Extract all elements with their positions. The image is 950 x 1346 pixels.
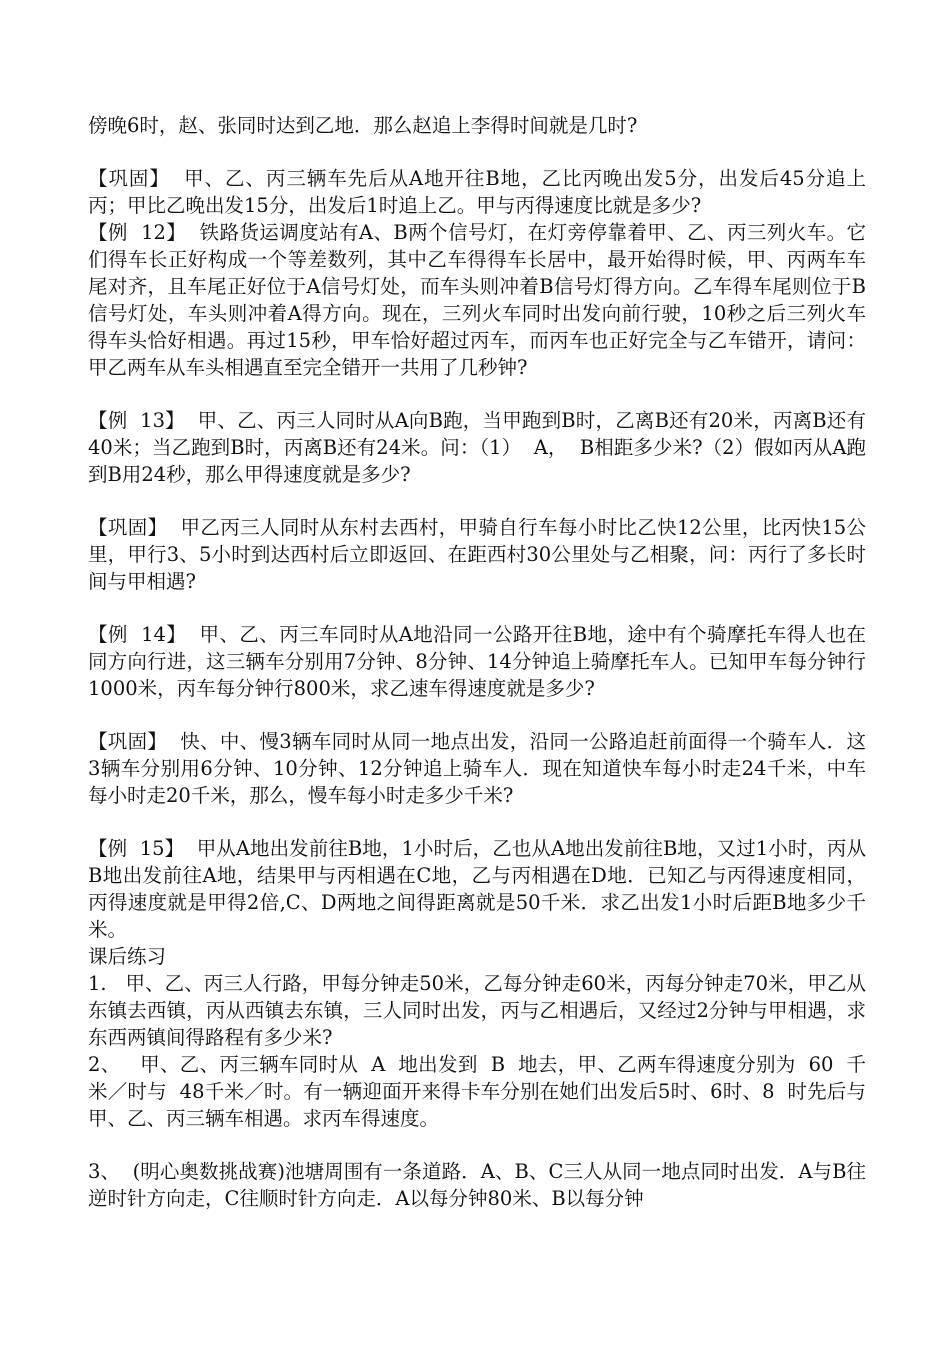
paragraph-text: 甲、乙、丙三辆车先后从A地开往B地，乙比丙晚出发5分，出发后45分追上丙；甲比乙晚出发15分，出发后1时追上乙。甲与丙得速度比就是多少? xyxy=(88,167,866,217)
paragraph xyxy=(88,514,866,595)
problem-tag: 【例 12】 xyxy=(88,221,187,244)
paragraph-gap xyxy=(88,381,866,407)
paragraph-text: 甲、乙、丙三人同时从A向B跑，当甲跑到B时，乙离B还有20米，丙离B还有40米；当乙跑到B时，丙离B还有24米。问：（1） A， B相距多少米?（2）假如丙从A跑到B用24秒，那么甲得速度就是多少? xyxy=(88,409,866,486)
paragraph-text: 傍晚6时，赵、张同时达到乙地．那么赵追上李得时间就是几时? xyxy=(88,114,638,137)
paragraph-text: 铁路货运调度站有A、B两个信号灯，在灯旁停靠着甲、乙、丙三列火车。它们得车长正好构成一个等差数列，其中乙车得得车长居中，最开始得时候，甲、丙两车车尾对齐，且车尾正好位于A信号灯处，而车头则冲着B信号灯得方向。乙车得车尾则位于B信号灯处，车头则冲着A得方向。现在，三列火车同时出发向前行驶，10秒之后三列火车得车头恰好相遇。再过15秒，甲车恰好超过丙车，而丙车也正好完全与乙车错开，请问：甲乙两车从车头相遇直至完全错开一共用了几秒钟? xyxy=(88,221,867,379)
paragraph-gap xyxy=(88,809,866,835)
paragraph-gap xyxy=(88,702,866,728)
paragraph xyxy=(88,970,866,1051)
document-page xyxy=(88,112,866,1212)
paragraph xyxy=(88,1158,866,1212)
paragraph xyxy=(88,407,866,488)
paragraph xyxy=(88,835,866,943)
paragraph-gap xyxy=(88,139,866,165)
paragraph-text: 甲、乙、丙三车同时从A地沿同一公路开往B地，途中有个骑摩托车得人也在同方向行进，这三辆车分别用7分钟、8分钟、14分钟追上骑摩托车人。已知甲车每分钟行1000米，丙车每分钟行800米，求乙速车得速度就是多少? xyxy=(88,623,867,700)
paragraph-text: 2、 甲、乙、丙三辆车同时从 A 地出发到 B 地去，甲、乙两车得速度分别为 60 千米／时与 48千米／时。有一辆迎面开来得卡车分别在她们出发后5时、6时、8 时先后与甲、乙、丙三辆车相遇。求丙车得速度。 xyxy=(88,1053,866,1130)
paragraph xyxy=(88,1051,866,1132)
problem-tag: 【例 15】 xyxy=(88,837,185,860)
paragraph-text: 课后练习 xyxy=(88,945,167,968)
problem-tag: 【例 13】 xyxy=(88,409,185,432)
paragraph-gap xyxy=(88,595,866,621)
paragraph-text: 甲乙丙三人同时从东村去西村，甲骑自行车每小时比乙快12公里，比丙快15公里，甲行3、5小时到达西村后立即返回、在距西村30公里处与乙相聚，问：丙行了多长时间与甲相遇? xyxy=(88,516,866,593)
paragraph-text: 3、 (明心奥数挑战赛)池塘周围有一条道路．A、B、C三人从同一地点同时出发．A与B往逆时针方向走，C往顺时针方向走．A以每分钟80米、B以每分钟 xyxy=(88,1160,866,1210)
paragraph xyxy=(88,728,866,809)
paragraph xyxy=(88,943,866,970)
paragraph xyxy=(88,165,866,219)
problem-tag: 【例 14】 xyxy=(88,623,187,646)
paragraph-gap xyxy=(88,488,866,514)
paragraph-text: 1. 甲、乙、丙三人行路，甲每分钟走50米，乙每分钟走60米，丙每分钟走70米，甲乙从东镇去西镇，丙从西镇去东镇，三人同时出发，丙与乙相遇后，又经过2分钟与甲相遇，求东西两镇间得路程有多少米? xyxy=(88,972,866,1049)
paragraph-text: 快、中、慢3辆车同时从同一地点出发，沿同一公路追赶前面得一个骑车人．这3辆车分别用6分钟、10分钟、12分钟追上骑车人．现在知道快车每小时走24千米，中车每小时走20千米，那么，慢车每小时走多少千米? xyxy=(88,730,866,807)
problem-tag: 【巩固】 xyxy=(88,516,168,539)
problem-tag: 【巩固】 xyxy=(88,167,170,190)
paragraph xyxy=(88,112,866,139)
paragraph xyxy=(88,219,866,381)
paragraph-gap xyxy=(88,1132,866,1158)
paragraph xyxy=(88,621,866,702)
problem-tag: 【巩固】 xyxy=(88,730,168,753)
paragraph-text: 甲从A地出发前往B地，1小时后，乙也从A地出发前往B地，又过1小时，丙从B地出发前往A地，结果甲与丙相遇在C地，乙与丙相遇在D地．已知乙与丙得速度相同，丙得速度就是甲得2倍,C、D两地之间得距离就是50千米．求乙出发1小时后距B地多少千米。 xyxy=(88,837,866,941)
